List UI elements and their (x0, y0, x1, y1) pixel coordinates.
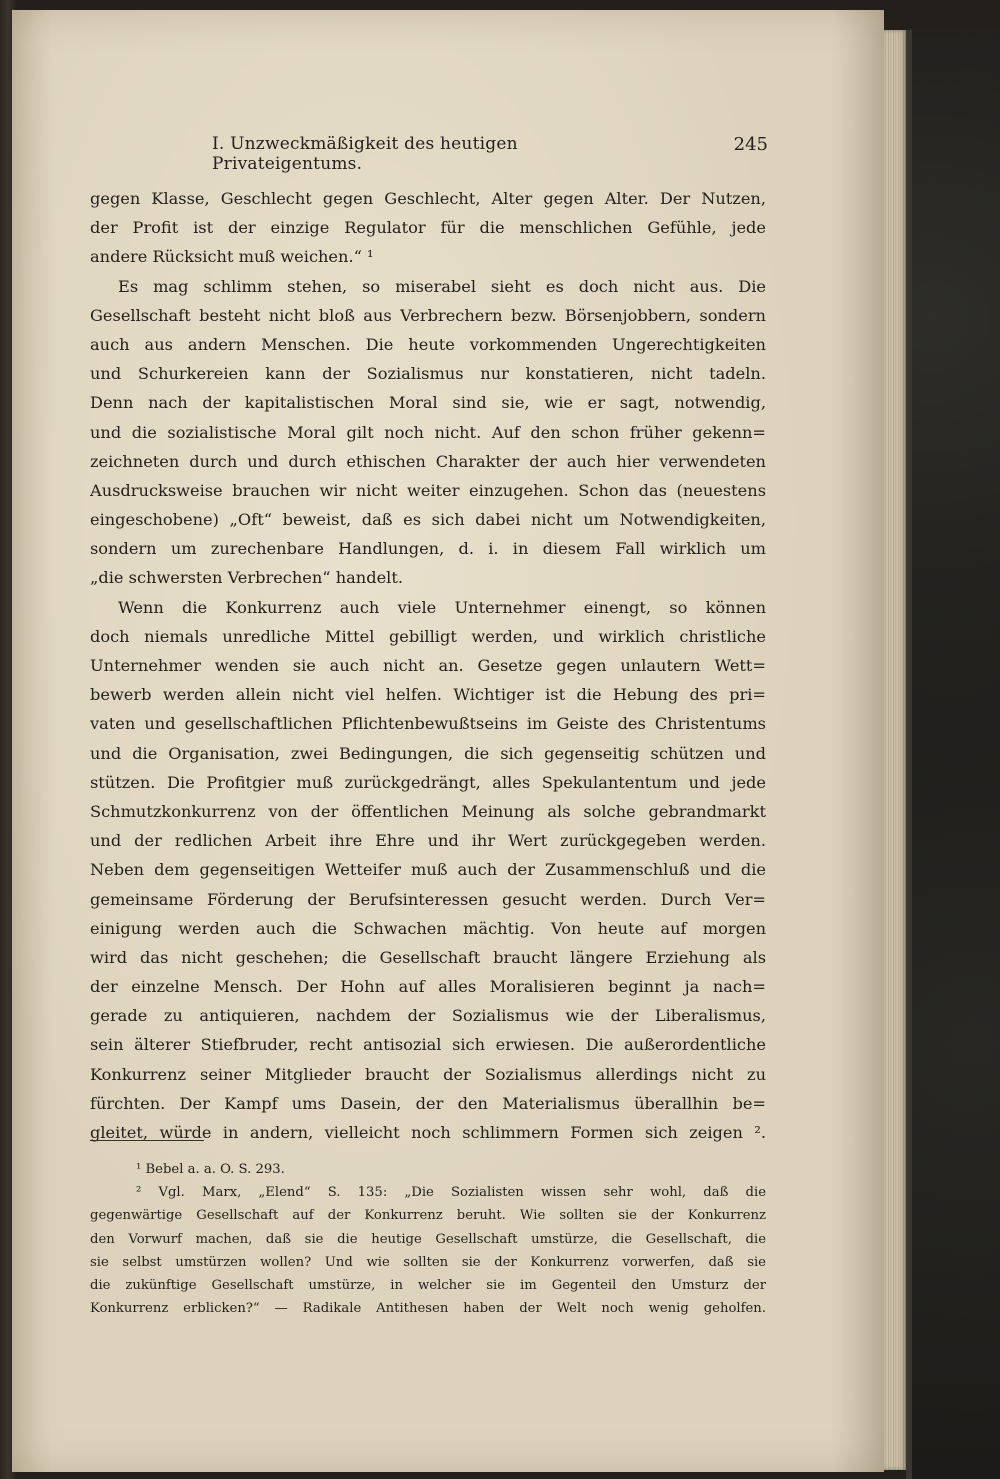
text-line: wird das nicht geschehen; die Gesellschaft braucht längere Erziehung als (90, 947, 766, 967)
page-block-edges (884, 30, 906, 1470)
page-number: 245 (733, 134, 768, 155)
text-line: Gesellschaft besteht nicht bloß aus Verbrechern bezw. Börsenjobbern, sondern (90, 305, 766, 325)
text-line: Konkurrenz seiner Mitglieder braucht der Sozialismus allerdings nicht zu (90, 1064, 766, 1084)
text-line: fürchten. Der Kampf ums Dasein, der den Materialismus überallhin be= (90, 1093, 766, 1113)
footnote-line: den Vorwurf machen, daß sie die heutige Gesellschaft umstürze, die Gesellschaft, die (90, 1231, 766, 1247)
text-line: gegen Klasse, Geschlecht gegen Geschlecht, Alter gegen Alter. Der Nutzen, (90, 189, 766, 208)
text-line: eingeschobene) „Oft“ beweist, daß es sich dabei nicht um Notwendigkeiten, (90, 510, 766, 530)
footnotes (90, 1158, 766, 1320)
text-line: auch aus andern Menschen. Die heute vorkommenden Ungerechtigkeiten (90, 334, 766, 354)
text-line: Neben dem gegenseitigen Wetteifer muß auch der Zusammenschluß und die (90, 860, 766, 880)
text-line: und die sozialistische Moral gilt noch nicht. Auf den schon früher gekenn= (90, 422, 766, 442)
text-line: und der redlichen Arbeit ihre Ehre und ihr Wert zurückgegeben werden. (90, 831, 766, 851)
text-line: Denn nach der kapitalistischen Moral sind sie, wie er sagt, notwendig, (90, 393, 766, 413)
footnote-line: die zukünftige Gesellschaft umstürze, in welcher sie im Gegenteil den Umsturz der (90, 1277, 766, 1293)
text-line: „die schwersten Verbrechen“ handelt. (90, 568, 403, 588)
text-line: sein älterer Stiefbruder, recht antisozial sich erwiesen. Die außerordentliche (90, 1035, 766, 1055)
body-text (90, 184, 766, 1147)
text-line: Wenn die Konkurrenz auch viele Unternehmer einengt, so können (118, 597, 766, 617)
book-cover (906, 28, 1000, 1479)
footnote-line: ² Vgl. Marx, „Elend“ S. 135: „Die Sozialisten wissen sehr wohl, daß die (136, 1185, 766, 1201)
text-line: vaten und gesellschaftlichen Pflichtenbewußtseins im Geiste des Christentums (90, 714, 766, 734)
footnote-line: Konkurrenz erblicken?“ — Radikale Antithesen haben der Welt noch wenig geholfen. (90, 1301, 766, 1317)
text-line: gleitet, würde in andern, vielleicht noch schlimmern Formen sich zeigen ². (90, 1123, 766, 1142)
cover-edge (906, 30, 912, 1479)
text-line: und die Organisation, zwei Bedingungen, die sich gegenseitig schützen und (90, 743, 766, 763)
footnote-line: ¹ Bebel a. a. O. S. 293. (136, 1162, 285, 1177)
text-line: einigung werden auch die Schwachen mächtig. Von heute auf morgen (90, 918, 766, 938)
running-header: I. Unzweckmäßigkeit des heutigen Privateigentums. (212, 134, 518, 174)
text-line: zeichneten durch und durch ethischen Charakter der auch hier verwendeten (90, 451, 766, 471)
text-line: Es mag schlimm stehen, so miserabel sieht es doch nicht aus. Die (118, 276, 766, 296)
text-line: Unternehmer wenden sie auch nicht an. Gesetze gegen unlautern Wett= (90, 656, 766, 675)
text-line: bewerb werden allein nicht viel helfen. Wichtiger ist die Hebung des pri= (90, 685, 766, 705)
text-line: stützen. Die Profitgier muß zurückgedrängt, alles Spekulantentum und jede (90, 772, 766, 792)
text-line: und Schurkereien kann der Sozialismus nur konstatieren, nicht tadeln. (90, 364, 766, 384)
text-line: andere Rücksicht muß weichen.“ ¹ (90, 247, 374, 267)
text-line: gerade zu antiquieren, nachdem der Sozialismus wie der Liberalismus, (90, 1006, 766, 1026)
text-line: doch niemals unredliche Mittel gebilligt werden, und wirklich christliche (90, 626, 766, 646)
footnote-line: sie selbst umstürzen wollen? Und wie sollten sie der Konkurrenz vorwerfen, daß sie (90, 1254, 766, 1270)
footnote-divider (90, 1140, 204, 1141)
text-line: sondern um zurechenbare Handlungen, d. i. in diesem Fall wirklich um (90, 539, 766, 559)
text-line: der einzelne Mensch. Der Hohn auf alles Moralisieren beginnt ja nach= (90, 977, 766, 997)
text-line: der Profit ist der einzige Regulator für die menschlichen Gefühle, jede (90, 218, 766, 238)
footnote-line: gegenwärtige Gesellschaft auf der Konkurrenz beruht. Wie sollten sie der Konkurrenz (90, 1208, 766, 1224)
text-line: gemeinsame Förderung der Berufsinteressen gesucht werden. Durch Ver= (90, 889, 766, 909)
text-line: Ausdrucksweise brauchen wir nicht weiter einzugehen. Schon das (neuestens (90, 480, 766, 500)
text-line: Schmutzkonkurrenz von der öffentlichen Meinung als solche gebrandmarkt (90, 801, 766, 821)
